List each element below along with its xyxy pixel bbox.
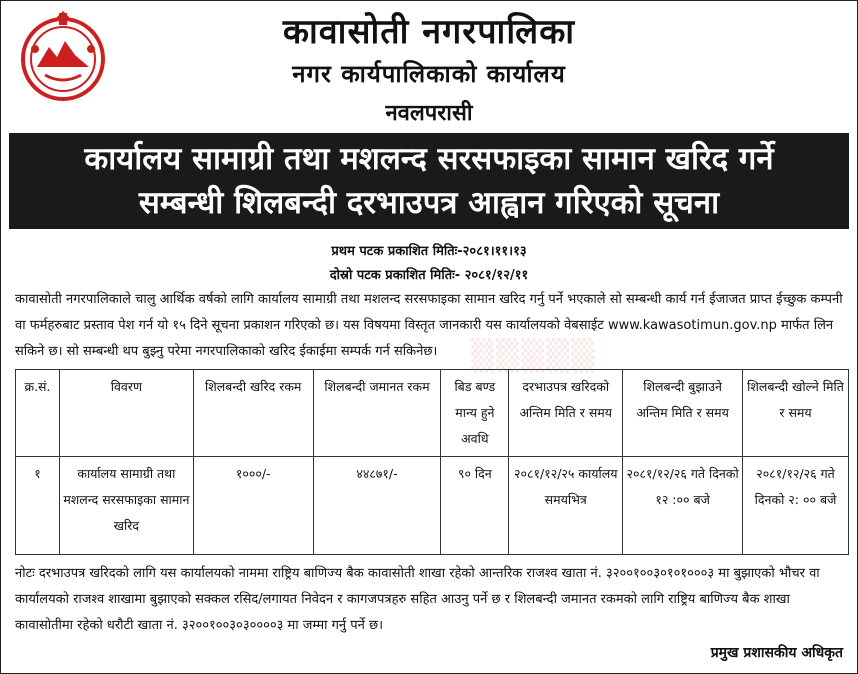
header-submission-deadline: शिलबन्दी बुझाउने अन्तिम मिति र समय <box>623 370 743 457</box>
banner-line-1: कार्यालय सामाग्री तथा मशलन्द सरसफाइका सामान खरिद गर्ने <box>84 141 774 177</box>
cell-purchase-amount: १०००/- <box>193 457 313 555</box>
note-paragraph: नोटः दरभाउपत्र खरिदको लागि यस कार्यालयको नाममा राष्ट्रिय बाणिज्य बैक कावासोती शाखा रहेको आन्तरिक राजश्व खाता नं. ३२००१००३०१०१०००३ मा बुझाएको भौचर वा कार्यालयको राजश्व शाखामा बुझाएको सक्कल रसिद/लगायत निवेदन र कागजपत्रहरु सहित आउनु पर्ने छ र शिलबन्दी जमानत रकमको लागि राष्ट्रिय बाणिज्य बैक शाखा कावासोतीमा रहेको धरौटी खाता नं. ३२००१००३०३००००३ मा जम्मा गर्नु पर्ने छ। <box>15 566 820 633</box>
cell-purchase-deadline: २०८१/१२/२५ कार्यालय समयभित्र <box>509 457 623 555</box>
office-subtitle: नगर कार्यपालिकाको कार्यालय <box>292 60 566 88</box>
header-purchase-deadline: दरभाउपत्र खरिदको अन्तिम मिति र समय <box>509 370 623 457</box>
table-header-row <box>16 370 849 457</box>
table-row <box>16 457 849 555</box>
header-guarantee-amount: शिलबन्दी जमानत रकम <box>313 370 441 457</box>
header <box>1 1 857 129</box>
cell-opening-time: २०८१/१२/२६ गते दिनको २: ०० बजे <box>743 457 849 555</box>
signature-title: प्रमुख प्रशासकीय अधिकृत <box>710 645 843 661</box>
watermark: ▒▒▒▒▒ <box>471 339 597 374</box>
first-publication-date: प्रथम पटक प्रकाशित मितिः-२०८१।११।१३ <box>331 244 527 259</box>
tender-table <box>15 369 849 555</box>
district-name: नवलपरासी <box>385 101 473 126</box>
second-publication-date: दोस्रो पटक प्रकाशित मितिः- २०८१/१२/११ <box>329 268 529 283</box>
header-purchase-amount: शिलबन्दी खरिद रकम <box>193 370 313 457</box>
notice-banner <box>9 133 849 229</box>
municipality-title: कावासोती नगरपालिका <box>282 12 576 52</box>
header-serial: क्र.सं. <box>16 370 60 457</box>
header-description: विवरण <box>59 370 193 457</box>
cell-bid-bond-validity: ९० दिन <box>441 457 509 555</box>
cell-description: कार्यालय सामाग्री तथा मशलन्द सरसफाइका सामान खरिद <box>59 457 193 555</box>
banner-line-2: सम्बन्धी शिलबन्दी दरभाउपत्र आह्वान गरिएको सूचना <box>138 185 720 221</box>
cell-serial: १ <box>16 457 60 555</box>
cell-guarantee-amount: ४४८७१/- <box>313 457 441 555</box>
header-bid-bond-validity: बिड बण्ड मान्य हुने अवधि <box>441 370 509 457</box>
cell-submission-deadline: २०८१/१२/२६ गते दिनको १२ :०० बजे <box>623 457 743 555</box>
intro-paragraph: कावासोती नगरपालिकाले चालु आर्थिक वर्षको लागि कार्यालय सामाग्री तथा मशलन्द सरसफाइका सामान खरिद गर्नु पर्ने भएकाले सो सम्बन्धी कार्य गर्न ईजाजत प्राप्त ईच्छुक कम्पनी वा फर्महरुबाट प्रस्ताव पेश गर्न यो १५ दिने सूचना प्रकाशन गरिएको छ। यस विषयमा विस्तृत जानकारी यस कार्यालयको वेबसाईट www.kawasotimun.gov.np मार्फत लिन सकिने छ। सो सम्बन्धी थप बुझ्नु परेमा नगरपालिकाको खरिद ईकाईमा सम्पर्क गर्न सकिनेछ। <box>15 292 843 359</box>
header-opening-time: शिलबन्दी खोल्ने मिति र समय <box>743 370 849 457</box>
